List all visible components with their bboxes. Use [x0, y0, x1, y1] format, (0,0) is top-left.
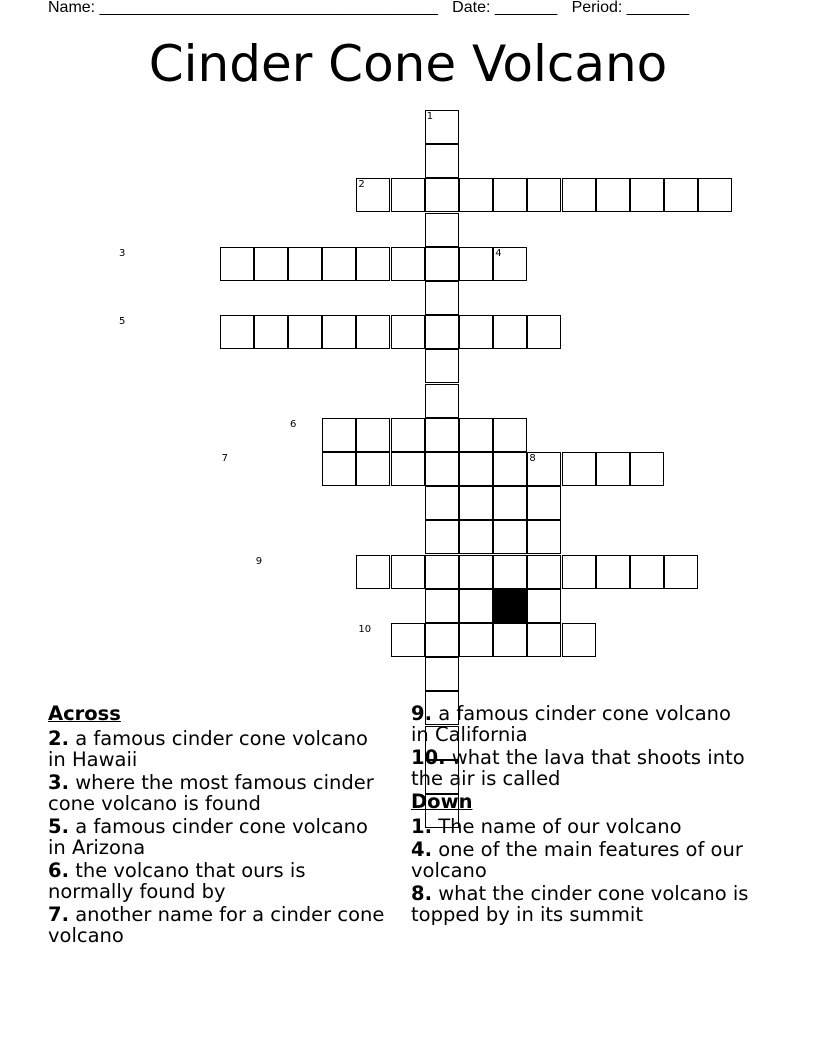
down-clue: 4. one of the main features of our volcano: [411, 838, 743, 882]
across-clue: 3. where the most famous cinder cone volcano is found: [48, 771, 374, 815]
grid-cell[interactable]: [254, 247, 288, 281]
grid-cell[interactable]: [493, 452, 527, 486]
clues-column-right: [411, 703, 751, 927]
grid-cell[interactable]: [356, 452, 390, 486]
grid-cell[interactable]: [425, 452, 459, 486]
grid-cell[interactable]: [664, 178, 698, 212]
grid-cell[interactable]: [356, 418, 390, 452]
grid-cell[interactable]: [562, 178, 596, 212]
grid-cell[interactable]: [356, 555, 390, 589]
grid-cell[interactable]: [288, 315, 322, 349]
clues-column-left: [48, 703, 388, 948]
grid-cell[interactable]: [425, 213, 459, 247]
across-clue: 10. what the lava that shoots into the air is called: [411, 746, 745, 790]
grid-cell[interactable]: [254, 315, 288, 349]
name-field: Name: ______________________________________: [48, 0, 438, 16]
grid-cell[interactable]: [664, 555, 698, 589]
grid-cell[interactable]: [425, 315, 459, 349]
clue-number-label: 6: [290, 418, 297, 430]
grid-cell[interactable]: [356, 315, 390, 349]
grid-cell[interactable]: [596, 178, 630, 212]
grid-cell[interactable]: [527, 520, 561, 554]
clue-number-label: 9: [255, 555, 263, 567]
page-title: Cinder Cone Volcano: [148, 35, 668, 93]
clue-number-label: 10: [358, 624, 372, 635]
grid-cell[interactable]: [425, 486, 459, 520]
grid-cell[interactable]: [459, 555, 493, 589]
grid-cell[interactable]: [698, 178, 732, 212]
grid-cell[interactable]: [425, 178, 459, 212]
grid-cell[interactable]: [459, 315, 493, 349]
grid-cell[interactable]: [630, 555, 664, 589]
grid-cell[interactable]: [630, 452, 664, 486]
down-clue: 8. what the cinder cone volcano is topped by in its summit: [411, 882, 749, 926]
grid-cell[interactable]: [220, 247, 254, 281]
grid-cell[interactable]: [425, 657, 459, 691]
grid-cell[interactable]: [391, 452, 425, 486]
period-field: Period: _______: [571, 0, 690, 16]
grid-cell[interactable]: [425, 349, 459, 383]
grid-cell[interactable]: [493, 623, 527, 657]
grid-cell[interactable]: [493, 315, 527, 349]
grid-cell[interactable]: [391, 247, 425, 281]
grid-cell[interactable]: [288, 247, 322, 281]
grid-cell[interactable]: [322, 452, 356, 486]
grid-cell[interactable]: [562, 555, 596, 589]
grid-cell[interactable]: [425, 144, 459, 178]
across-heading: Across: [48, 702, 121, 725]
grid-cell[interactable]: [220, 315, 254, 349]
grid-cell[interactable]: [459, 486, 493, 520]
grid-cell[interactable]: [459, 623, 493, 657]
grid-cell[interactable]: [493, 178, 527, 212]
grid-cell[interactable]: [425, 418, 459, 452]
grid-cell[interactable]: [596, 555, 630, 589]
across-clue: 2. a famous cinder cone volcano in Hawaii: [48, 727, 368, 771]
grid-cell[interactable]: [391, 315, 425, 349]
down-clue: 1. The name of our volcano: [411, 815, 682, 838]
grid-cell[interactable]: [322, 247, 356, 281]
grid-cell[interactable]: [562, 623, 596, 657]
grid-cell[interactable]: [562, 452, 596, 486]
grid-cell[interactable]: [322, 418, 356, 452]
grid-cell[interactable]: [527, 315, 561, 349]
grid-cell[interactable]: [459, 418, 493, 452]
clue-number-label: 2: [358, 179, 365, 191]
grid-cell[interactable]: [630, 178, 664, 212]
grid-cell[interactable]: [322, 315, 356, 349]
grid-cell[interactable]: [493, 486, 527, 520]
across-clue: 6. the volcano that ours is normally found by: [48, 859, 306, 903]
grid-cell[interactable]: [459, 452, 493, 486]
date-field: Date: _______: [452, 0, 558, 16]
grid-cell[interactable]: [527, 555, 561, 589]
clue-number-label: 5: [119, 316, 126, 328]
across-clue: 5. a famous cinder cone volcano in Arizona: [48, 815, 368, 859]
grid-cell[interactable]: [493, 418, 527, 452]
grid-cell[interactable]: [391, 623, 425, 657]
grid-cell[interactable]: [425, 281, 459, 315]
grid-cell[interactable]: [425, 589, 459, 623]
clue-number-label: 3: [119, 247, 126, 259]
grid-cell[interactable]: [425, 555, 459, 589]
grid-cell[interactable]: [493, 520, 527, 554]
grid-cell[interactable]: [527, 589, 561, 623]
grid-cell[interactable]: [425, 384, 459, 418]
grid-cell[interactable]: [596, 452, 630, 486]
clue-number-label: 8: [529, 453, 536, 464]
clue-number-label: 1: [426, 111, 434, 122]
grid-cell[interactable]: [391, 418, 425, 452]
grid-cell[interactable]: [425, 623, 459, 657]
clue-number-label: 7: [221, 453, 228, 464]
grid-cell[interactable]: [527, 623, 561, 657]
grid-cell[interactable]: [493, 555, 527, 589]
down-heading: Down: [411, 790, 473, 813]
grid-cell[interactable]: [459, 589, 493, 623]
grid-cell[interactable]: [459, 520, 493, 554]
grid-cell[interactable]: [391, 178, 425, 212]
grid-block-cell: [493, 589, 527, 623]
grid-cell[interactable]: [527, 178, 561, 212]
grid-cell[interactable]: [459, 178, 493, 212]
across-clue: 9. a famous cinder cone volcano in California: [411, 702, 731, 746]
grid-cell[interactable]: [391, 555, 425, 589]
grid-cell[interactable]: [425, 247, 459, 281]
grid-cell[interactable]: [527, 486, 561, 520]
grid-cell[interactable]: [356, 247, 390, 281]
grid-cell[interactable]: [425, 520, 459, 554]
grid-cell[interactable]: [459, 247, 493, 281]
clue-number-label: 4: [495, 247, 502, 259]
across-clue: 7. another name for a cinder cone volcano: [48, 903, 385, 947]
